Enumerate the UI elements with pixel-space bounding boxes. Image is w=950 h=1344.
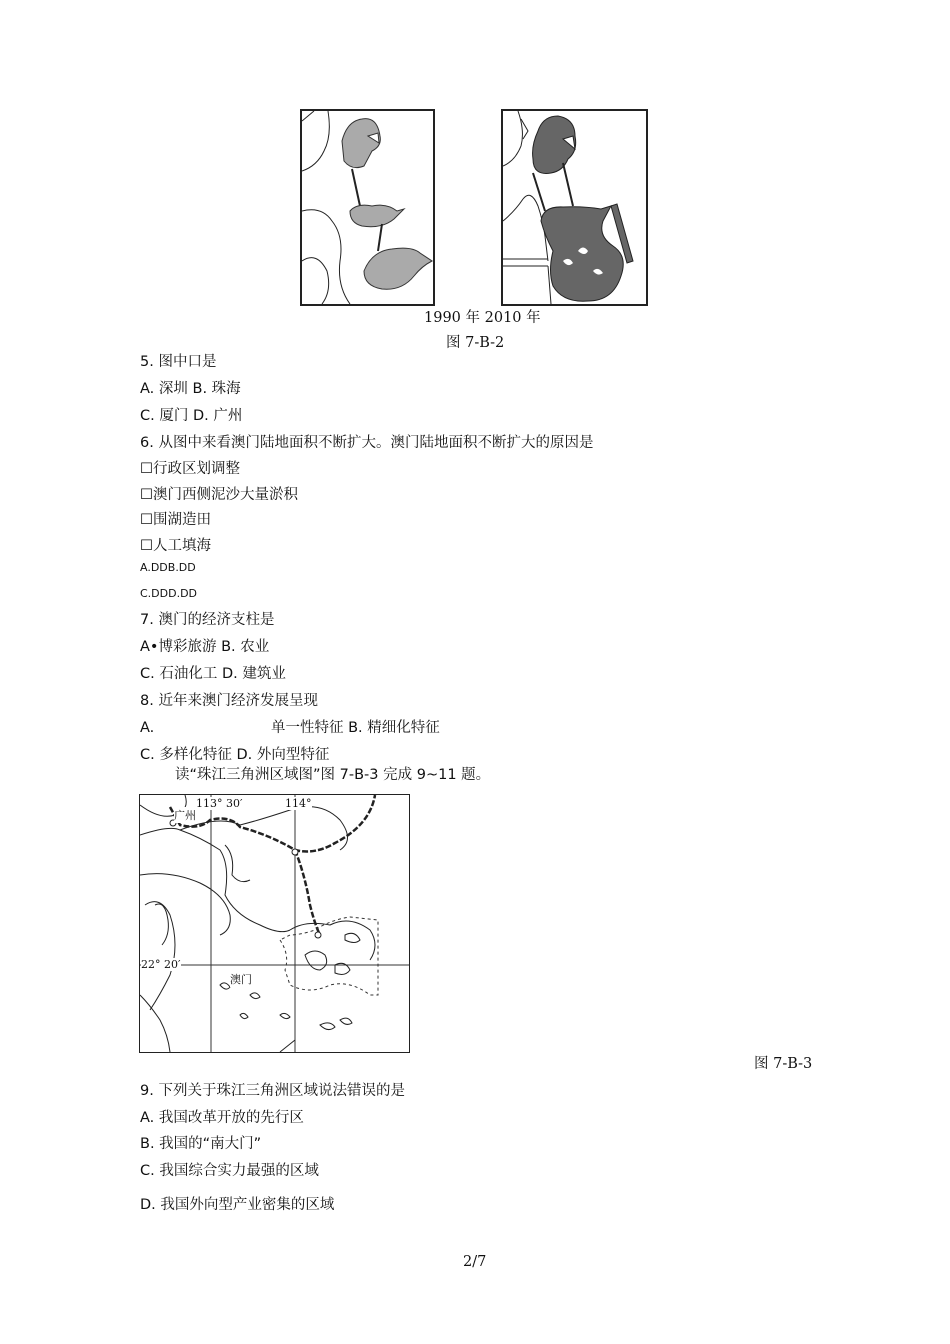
q8-stem: 8. 近年来澳门经济发展呈现 [140, 693, 318, 709]
q9-option-d: D. 我国外向型产业密集的区域 [140, 1197, 335, 1213]
q6-options-cd: C.DDD.DD [140, 587, 198, 600]
q8-option-a-label: A. [140, 720, 155, 736]
q8-options-cd: C. 多样化特征 D. 外向型特征 [140, 747, 330, 763]
q9-stem: 9. 下列关于珠江三角洲区域说法错误的是 [140, 1083, 405, 1099]
reading-intro: 读“珠江三角洲区域图”图 7-B-3 完成 9~11 题。 [175, 767, 491, 783]
q7-options-ab: A•博彩旅游 B. 农业 [140, 639, 270, 655]
map-1990 [300, 109, 435, 306]
q6-stem: 6. 从图中来看澳门陆地面积不断扩大。澳门陆地面积不断扩大的原因是 [140, 435, 594, 451]
latitude-label-22-20: 22° 20′ [141, 958, 181, 971]
q6-item-1: ☐行政区划调整 [140, 461, 240, 477]
q5-options-cd: C. 厦门 D. 广州 [140, 408, 243, 424]
figure-2-years: 1990 年 2010 年 [424, 310, 541, 326]
q5-options-ab: A. 深圳 B. 珠海 [140, 381, 241, 397]
q7-options-cd: C. 石油化工 D. 建筑业 [140, 666, 286, 682]
figure-2-caption: 图 7-B-2 [446, 335, 505, 351]
q9-option-c: C. 我国综合实力最强的区域 [140, 1163, 319, 1179]
longitude-label-113-30: 113° 30′ [196, 797, 243, 810]
q8-options-ab: 单一性特征 B. 精细化特征 [271, 720, 440, 736]
longitude-label-114: 114° [285, 797, 312, 810]
figure-3-caption: 图 7-B-3 [754, 1056, 813, 1072]
q6-options-ab: A.DDB.DD [140, 561, 196, 574]
q9-option-a: A. 我国改革开放的先行区 [140, 1110, 304, 1126]
map-2010 [501, 109, 648, 306]
label-macao: 澳门 [230, 973, 252, 986]
label-guangzhou: 广州 [174, 809, 196, 822]
q6-item-4: ☐人工填海 [140, 538, 211, 554]
q7-stem: 7. 澳门的经济支柱是 [140, 612, 275, 628]
q9-option-b: B. 我国的“南大门” [140, 1136, 262, 1152]
pearl-river-delta-map [139, 794, 410, 1053]
q6-item-3: ☐围湖造田 [140, 512, 211, 528]
q6-item-2: ☐澳门西侧泥沙大量淤积 [140, 487, 298, 503]
page-number: 2/7 [463, 1254, 487, 1270]
q5-stem: 5. 图中口是 [140, 354, 217, 370]
